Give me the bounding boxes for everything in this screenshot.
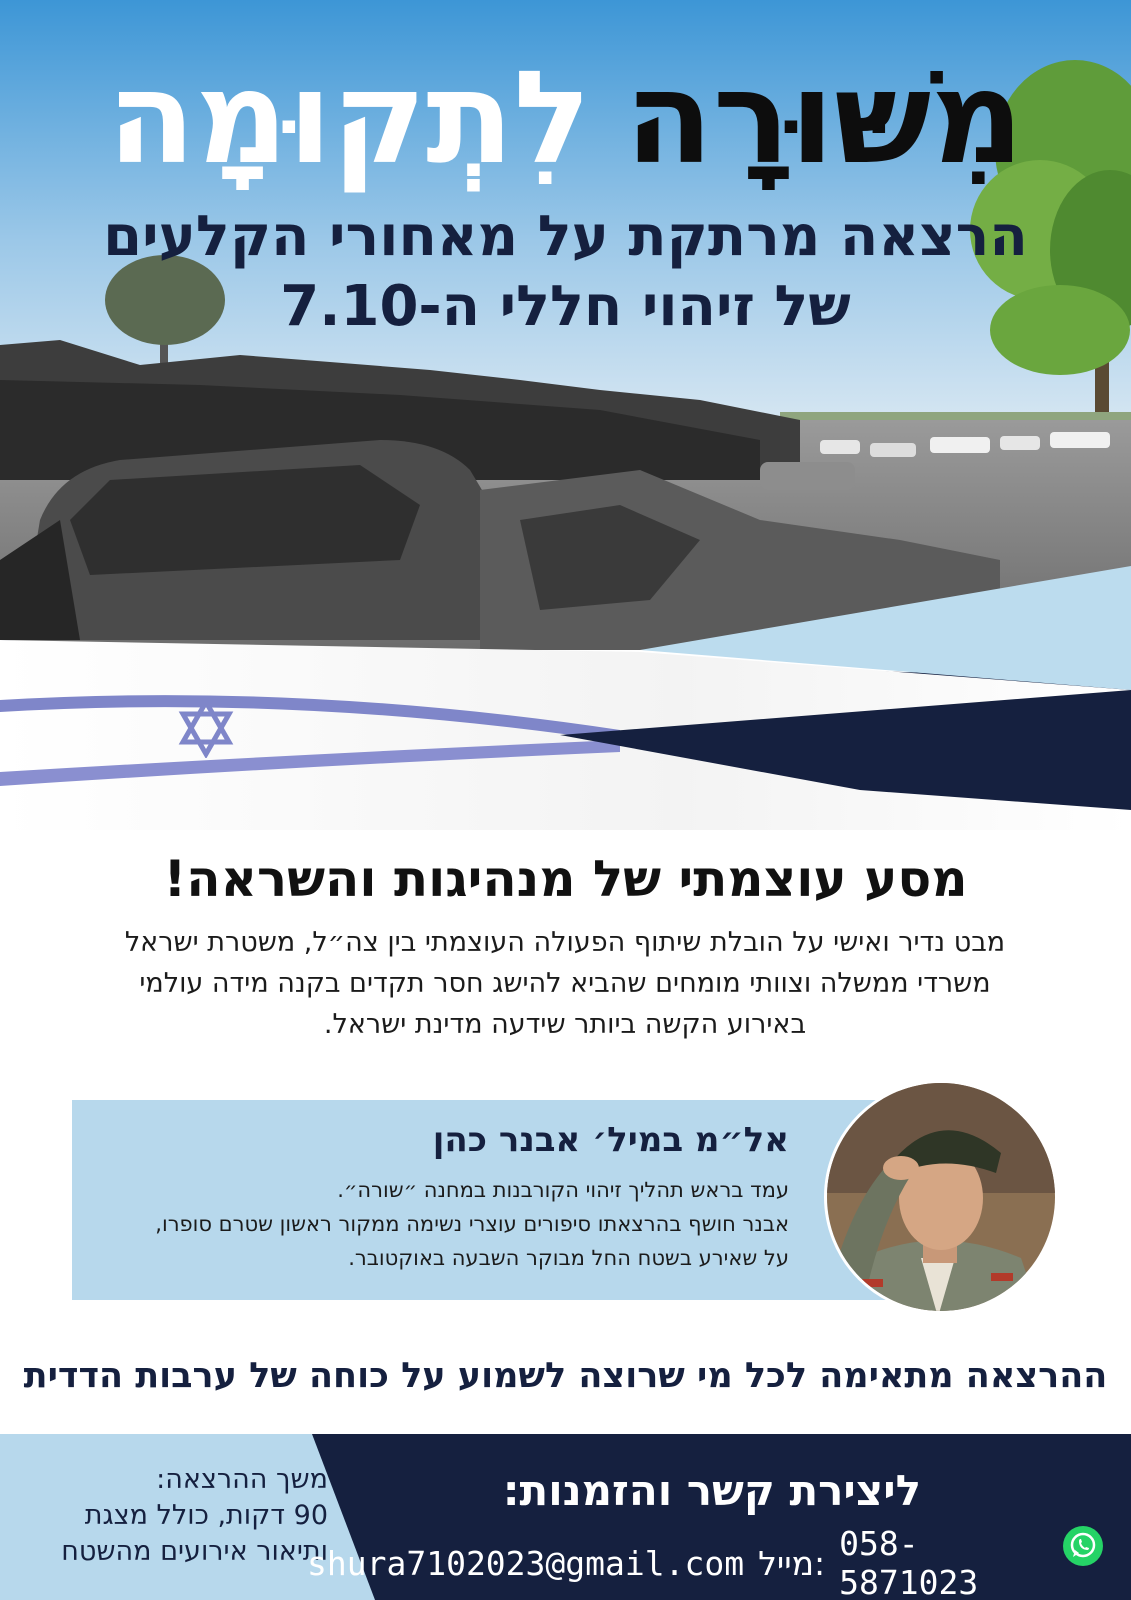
hero-subtitle-line-2: של זיהוי חללי ה-7.10 [280,274,851,339]
speaker-portrait [824,1083,1055,1314]
contact-title: ליצירת קשר והזמנות: [502,1466,921,1515]
speaker-photo [824,1080,1058,1314]
speaker-name: אל״מ במיל׳ אבנר כהן [432,1120,789,1160]
email-label: מייל: [758,1543,826,1583]
phone-number[interactable]: 058-5871023 [839,1524,979,1600]
duration-line: ותיאור אירועים מהשטח [61,1536,328,1567]
hero-title-word-1: מִשּׁוּרָה [625,44,1024,193]
email-address[interactable]: shura7102023@gmail.com [307,1543,745,1583]
speaker-bio-line: אבנר חושף בהרצאתו סיפורים עוצרי נשימה ממקור ראשון שטרם סופרו, [155,1212,789,1236]
duration-line: משך ההרצאה: [156,1464,328,1495]
intro-line: באירוע הקשה ביותר שידעה מדינת ישראל. [323,1009,807,1040]
speaker-bio-line: על שאירע בשטח החל מבוקר השבעה באוקטובר. [348,1246,789,1270]
contact-details [307,1524,1047,1600]
hero-title-word-2: לִתְקוּמָה [107,44,591,193]
duration-line: 90 דקות, כולל מצגת [84,1500,328,1531]
intro-line: מבט נדיר ואישי על הובלת שיתוף הפעולה העוצמתי בין צה״ל, משטרת ישראל [124,927,1006,958]
speaker-bio-line: עמד בראש תהליך זיהוי הקורבנות במחנה ״שורה״. [337,1178,789,1202]
hero-title [0,44,1131,193]
hero-subtitle-line-1: הרצאה מרתקת על מאחורי הקלעים [103,204,1028,269]
lecture-duration [28,1462,328,1570]
intro-line: משרדי ממשלה וצוותי מומחים שהביא להישג חסר תקדים בקנה מידה עולמי [139,968,991,999]
speaker-bio [89,1173,789,1275]
tagline: ההרצאה מתאימה לכל מי שרוצה לשמוע על כוחה של ערבות הדדית [23,1356,1108,1396]
intro-paragraph [90,922,1040,1045]
star-of-david-icon [176,698,236,758]
headline: מסע עוצמתי של מנהיגות והשראה! [163,850,968,908]
whatsapp-icon[interactable] [1061,1524,1105,1568]
